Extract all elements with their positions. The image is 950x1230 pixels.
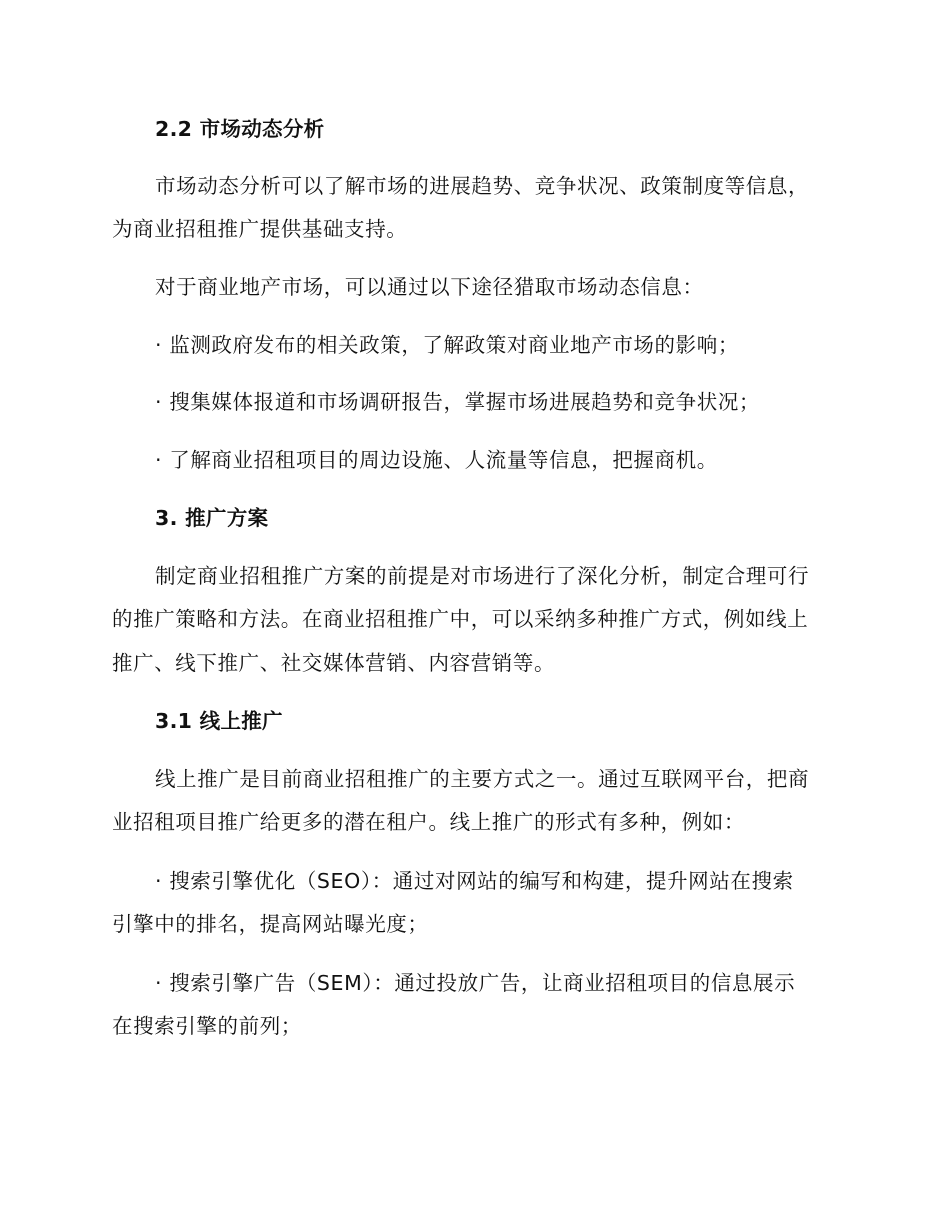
section-3-1-para-line1: 线上推广是目前商业招租推广的主要方式之一。通过互联网平台，把商 bbox=[155, 767, 810, 791]
section-3-para-line2: 的推广策略和方法。在商业招租推广中，可以采纳多种推广方式，例如线上 bbox=[112, 607, 809, 631]
section-2-2-para1-line2: 为商业招租推广提供基础支持。 bbox=[112, 217, 408, 241]
sem-bullet-line1: · 搜索引擎广告（SEM）：通过投放广告，让商业招租项目的信息展示 bbox=[155, 971, 796, 995]
section-3-1-heading: 3.1 线上推广 bbox=[155, 709, 283, 733]
bullet-item: · 了解商业招租项目的周边设施、人流量等信息，把握商机。 bbox=[155, 448, 718, 472]
section-3-para-line3: 推广、线下推广、社交媒体营销、内容营销等。 bbox=[112, 651, 556, 675]
section-2-2-heading: 2.2 市场动态分析 bbox=[155, 117, 325, 141]
section-3-1-para-line2: 业招租项目推广给更多的潜在租户。线上推广的形式有多种，例如： bbox=[112, 810, 745, 834]
seo-bullet-line2: 引擎中的排名，提高网站曝光度； bbox=[112, 912, 429, 936]
sem-bullet-line2: 在搜索引擎的前列； bbox=[112, 1014, 302, 1038]
seo-bullet-line1: · 搜索引擎优化（SEO）：通过对网站的编写和构建，提升网站在搜索 bbox=[155, 869, 794, 893]
section-3-para-line1: 制定商业招租推广方案的前提是对市场进行了深化分析，制定合理可行 bbox=[155, 564, 810, 588]
bullet-item: · 监测政府发布的相关政策，了解政策对商业地产市场的影响； bbox=[155, 333, 739, 357]
section-2-2-para1-line1: 市场动态分析可以了解市场的进展趋势、竞争状况、政策制度等信息， bbox=[155, 174, 810, 198]
bullet-item: · 搜集媒体报道和市场调研报告，掌握市场进展趋势和竞争状况； bbox=[155, 390, 761, 414]
section-2-2-para2: 对于商业地产市场，可以通过以下途径猎取市场动态信息： bbox=[155, 275, 704, 299]
section-3-heading: 3. 推广方案 bbox=[155, 506, 269, 530]
